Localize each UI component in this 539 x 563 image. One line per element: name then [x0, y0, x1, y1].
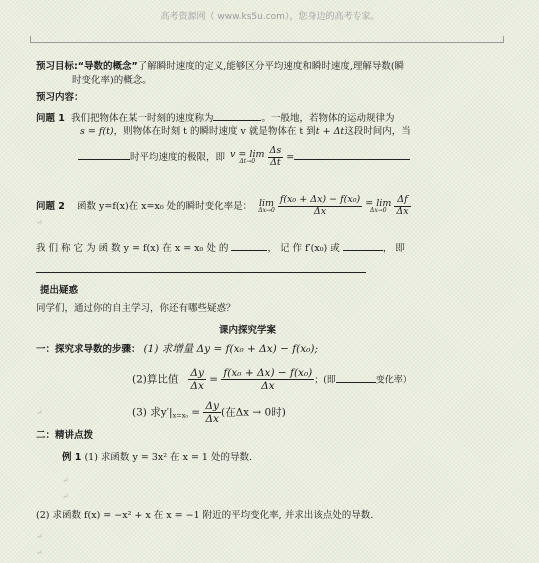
q1-eq-s: s = f(t) [80, 126, 114, 137]
q2-limit-2-label: = lim [365, 197, 392, 209]
paragraph-mark: ↵ [36, 548, 43, 557]
steps-s2-eq: = [205, 373, 219, 386]
doubts-label: 提出疑惑 [40, 285, 79, 296]
q1-interval: t + Δt [315, 126, 345, 137]
steps-label: 一：探究求导数的步骤： [36, 344, 141, 355]
steps-s2-frac-1 [188, 367, 206, 392]
q1-limit-label: v = lim [230, 148, 265, 160]
q2-limit-2-sub: Δx→0 [370, 207, 387, 215]
q3-text: 我 们 称 它 为 函 数 y = f(x) 在 x = x₀ 处 的 [36, 243, 229, 254]
q2-limit-1-label: lim [258, 197, 275, 209]
q1-limit [230, 150, 264, 166]
q2-limit-1 [258, 199, 275, 215]
steps-s2 [132, 367, 412, 392]
steps-s3-sub: x=x₀ [172, 411, 188, 420]
q2-frac-2-den: Δx [396, 205, 409, 217]
steps-s3-eq: = [187, 406, 201, 419]
header-rule [30, 42, 504, 43]
paragraph-mark: ↵ [36, 532, 43, 541]
steps-s3 [132, 400, 286, 425]
example1-part2: (2) 求函数 f(x) = −x² + x 在 x = −1 附近的平均变化率, 并求出该点处的导数. [36, 510, 374, 521]
q1-text-1-end: 。一般地，若物体的运动规律为 [261, 113, 395, 124]
paragraph-mark: ↵ [36, 218, 43, 227]
steps-s3-label: (3) 求y′| [132, 406, 173, 419]
steps-s1: (1) 求增量 Δy = f(x₀ + Δx) − f(x₀); [143, 343, 318, 355]
paragraph-mark: ↵ [62, 476, 69, 485]
example1-line [62, 452, 252, 463]
q1-text-1: 我们把物体在某一时刻的速度称为 [70, 113, 214, 124]
steps-s2-den2: Δx [261, 380, 275, 393]
part2-label: 二：精讲点拨 [36, 430, 94, 441]
q1-blank-3[interactable] [294, 150, 410, 160]
paragraph-mark: ↵ [36, 408, 43, 417]
q1-line-1 [36, 111, 395, 124]
q1-frac-num: Δs [269, 145, 282, 156]
q1-eq-sign: = [283, 151, 295, 163]
q2-fraction-1 [278, 195, 362, 218]
q3-blank-2[interactable] [343, 241, 383, 251]
steps-s2-den: Δx [190, 380, 204, 393]
q3-end: ， 即 [382, 243, 405, 254]
q1-limit-sub: Δt→0 [239, 158, 256, 166]
steps-s2-num2: f(x₀ + Δx) − f(x₀) [223, 367, 313, 379]
header-rule-right-tick [503, 36, 504, 42]
example1-label: 例 1 [62, 452, 82, 463]
q2-line [36, 195, 411, 218]
steps-s2-note: ；(即 [314, 375, 336, 386]
q2-frac-2-num: Δf [394, 195, 410, 207]
steps-s3-frac [203, 400, 221, 425]
steps-s3-den: Δx [205, 413, 219, 426]
goal-text-1: 了解瞬时速度的定义,能够区分平均速度和瞬时速度,理解导数(瞬 [137, 61, 405, 72]
steps-line-1 [36, 343, 318, 356]
header-watermark: 高考资源网（ www.ks5u.com），您身边的高考专家。 [160, 12, 380, 22]
q2-fraction-2 [394, 195, 410, 218]
q1-frac-den: Δt [270, 156, 281, 168]
steps-s3-num: Δy [205, 400, 219, 412]
example1-text: (1) 求函数 y = 3x² 在 x = 1 处的导数. [84, 452, 253, 463]
q1-label: 问题 1 [36, 113, 65, 124]
q1-text-2-end: 这段时间内，当 [344, 126, 411, 137]
preview-label: 预习内容： [36, 92, 84, 103]
q3-answer-line[interactable] [36, 272, 366, 273]
steps-s2-label: (2)算比值 [132, 373, 179, 386]
q3-line [36, 241, 405, 254]
q1-fraction [268, 146, 284, 169]
q3-mid: ， 记 作 f′(x₀) 或 [267, 243, 340, 254]
q3-blank-1[interactable] [231, 241, 267, 251]
q2-limit-1-sub: Δx→0 [258, 207, 275, 215]
q2-frac-1-den: Δx [313, 205, 327, 217]
q2-text: 函数 y=f(x)在 x=x₀ 处的瞬时变化率是： [77, 200, 253, 212]
q2-frac-1-num: f(x₀ + Δx) − f(x₀) [279, 194, 361, 205]
q2-label: 问题 2 [36, 200, 65, 212]
doubts-text: 同学们，通过你的自主学习，你还有哪些疑惑？ [36, 303, 236, 314]
q1-blank-2[interactable] [78, 150, 130, 160]
paragraph-mark: ↵ [62, 492, 69, 501]
class-title: 课内探究学案 [219, 325, 277, 336]
steps-s2-blank[interactable] [336, 373, 376, 383]
goal-text-2: 时变化率)的概念。 [72, 75, 152, 86]
q1-line-2 [80, 126, 411, 137]
steps-s2-frac-2 [221, 367, 314, 392]
steps-s2-num: Δy [190, 367, 204, 379]
q1-blank-1[interactable] [213, 111, 261, 121]
steps-s2-note-end: 变化率） [375, 375, 412, 386]
goal-line-1 [36, 61, 404, 72]
goal-label: 预习目标:“导数的概念” [36, 61, 138, 72]
steps-s3-end: (在Δx → 0时) [220, 406, 286, 419]
q2-limit-2 [365, 199, 391, 215]
q1-line-3 [78, 146, 410, 169]
q1-text-3: 时平均速度的极限，即 [130, 151, 226, 163]
q1-text-2: ，则物体在时刻 t 的瞬时速度 v 就是物体在 t 到 [113, 126, 316, 137]
